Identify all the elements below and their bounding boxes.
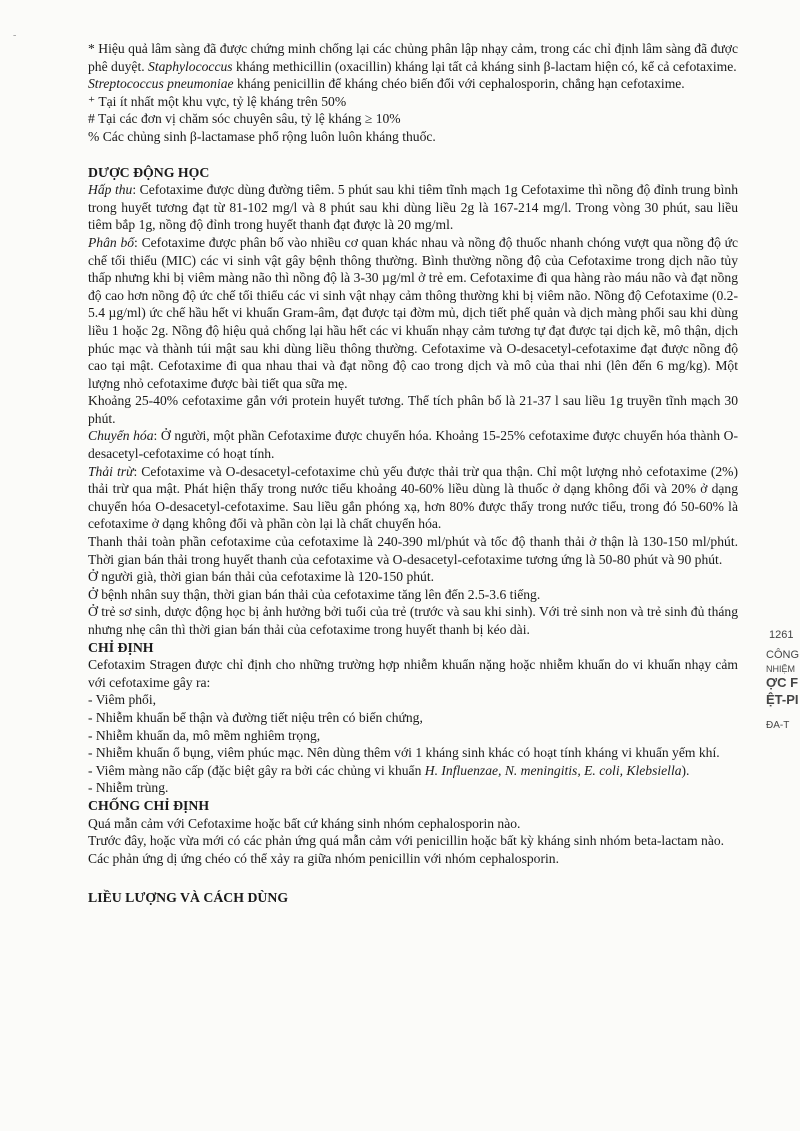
pk-distribution xyxy=(88,234,738,392)
list-item: - Nhiễm khuẩn da, mô mềm nghiêm trọng, xyxy=(88,727,321,743)
footnote-1: ⁺ Tại ít nhất một khu vực, tỷ lệ kháng trên 50% xyxy=(88,93,347,109)
list-item: - Nhiễm khuẩn ổ bụng, viêm phúc mạc. Nên dùng thêm với 1 kháng sinh khác có hoạt tính kháng vi khuẩn yếm khí. xyxy=(88,745,720,761)
stamp-line: ĐA-T xyxy=(766,720,790,731)
list-item: - Nhiễm khuẩn bể thận và đường tiết niệu trên có biến chứng, xyxy=(88,709,423,725)
section-heading-indications: CHỈ ĐỊNH xyxy=(88,639,154,655)
pk-metabolism xyxy=(88,427,738,462)
list-item: - Nhiễm trùng. xyxy=(88,780,169,796)
document-body xyxy=(88,40,738,907)
footnote-3: % Các chủng sinh β-lactamase phổ rộng luôn luôn kháng thuốc. xyxy=(88,128,436,144)
stamp-line: ỆT-PI xyxy=(766,692,799,707)
intro-paragraph xyxy=(88,40,738,75)
pk-absorption xyxy=(88,181,738,234)
stamp-line: ỢC F xyxy=(766,675,799,690)
indications-intro: Cefotaxim Stragen được chỉ định cho những trường hợp nhiễm khuẩn nặng hoặc nhiễm khuẩn do vi khuẩn nhạy cảm với cefotaxime gây ra: xyxy=(88,657,738,690)
company-stamp-fragment xyxy=(766,628,800,733)
meningitis-text: - Viêm màng não cấp (đặc biệt gây ra bởi các chủng vi khuẩn xyxy=(88,762,425,778)
intro-text: * Hiệu quả lâm sàng đã được chứng minh chống lại các chủng phân lập nhạy cảm, trong các chỉ định lâm sàng đã được phê duyệt. xyxy=(88,41,738,74)
intro-text-rest: kháng methicillin (oxacillin) kháng lại tất cả kháng sinh β-lactam hiện có, kể cả cefotaxime. xyxy=(232,58,737,74)
distribution-label: Phân bố xyxy=(88,234,135,250)
section-heading-dosage: LIỀU LƯỢNG VÀ CÁCH DÙNG xyxy=(88,890,289,906)
contraindication-2: Trước đây, hoặc vừa mới có các phản ứng quá mẫn cảm với penicillin hoặc bất kỳ kháng sinh nhóm beta-lactam nào. xyxy=(88,833,725,849)
list-item-meningitis xyxy=(88,762,738,780)
elimination-text: : Cefotaxime và O-desacetyl-cefotaxime chủ yếu được thải trừ qua thận. Chỉ một lượng nhỏ cefotaxime (2%) thải trừ qua mật. Phát hiện thấy trong nước tiểu khoảng 40-60% liều dùng là thuốc ở dạng không đổi và 20% ở dạng chuyển hóa O-desacetyl-cefotaxime. Sau liều gắn phóng xạ, hơn 80% được thấy trong nước tiểu, trong đó 50-60% là cefotaxime ở dạng không đổi và phần còn lại là chất chuyển hóa. xyxy=(88,463,738,532)
distribution-text: : Cefotaxime được phân bố vào nhiều cơ quan khác nhau và nồng độ thuốc nhanh chóng vượt qua nồng độ ức chế tối thiểu (MIC) các vi sinh vật gây bệnh thông thường. Bình thường nồng độ của Cefotaxime trong dịch não tủy thấp nhưng khi bị viêm màng não thì nồng độ là 3-30 µg/ml ở trẻ em. Cefotaxime đi qua hàng rào máu não và đạt nồng độ cao hơn nồng độ ức chế tối thiểu các vi sinh vật nhạy cảm thông thường khi bị viêm não. Nồng độ Cefotaxime (0.2-5.4 µg/ml) ức chế hầu hết vi khuẩn Gram-âm, đạt được tại đờm mủ, dịch tiết phế quản và dịch màng phổi sau khi dùng liều 1 hoặc 2g. Nồng độ hiệu quả chống lại hầu hết các vi khuẩn nhạy cảm tương tự đạt được tại dịch kẽ, mô thận, dịch phúc mạc và thành túi mật sau khi dùng liều thông thường. Cefotaxime và O-desacetyl-cefotaxime đạt được nồng độ cao tại mật. Cefotaxime đi qua nhau thai và đạt nồng độ cao trong dịch và mô của thai nhi (lên đến 6 mg/kg). Một lượng nhỏ cefotaxime được bài tiết qua sữa mẹ. xyxy=(88,234,739,391)
intro-organism-2: Streptococcus pneumoniae xyxy=(88,76,234,92)
intro-organism: Staphylococcus xyxy=(148,58,233,74)
stamp-line: 1261 xyxy=(769,629,794,641)
pk-neonates: Ở trẻ sơ sinh, dược động học bị ảnh hưởng bởi tuổi của trẻ (trước và sau khi sinh). Với trẻ sinh non và trẻ sinh đủ tháng nhưng nhẹ cân thì thời gian bán thải của cefotaxime trong huyết thanh bị kéo dài. xyxy=(88,604,738,637)
stamp-line: CÔNG xyxy=(766,649,799,661)
intro-paragraph-2 xyxy=(88,75,738,93)
absorption-text: : Cefotaxime được dùng đường tiêm. 5 phút sau khi tiêm tĩnh mạch 1g Cefotaxime thì nồng độ đỉnh trung bình trong huyết tương đạt từ 81-102 mg/l và 8 phút sau khi dùng liều 2g là 167-214 mg/l. Trong vòng 30 phút, sau liều tiêm bắp 1g, nồng độ đỉnh trong huyết thanh đạt được là 20 mg/ml. xyxy=(88,182,738,233)
meningitis-end: ). xyxy=(681,762,690,778)
contraindication-3: Các phản ứng dị ứng chéo có thể xảy ra giữa nhóm penicillin với nhóm cephalosporin. xyxy=(88,850,559,866)
absorption-label: Hấp thu xyxy=(88,182,133,198)
pk-elimination xyxy=(88,463,738,533)
pk-elderly: Ở người già, thời gian bán thải của cefotaxime là 120-150 phút. xyxy=(88,569,435,585)
stamp-line: NHIỆM xyxy=(766,664,795,674)
intro-text-2: kháng penicillin để kháng chéo biến đổi với cephalosporin, chẳng hạn cefotaxime. xyxy=(233,76,685,92)
pk-clearance: Thanh thải toàn phần cefotaxime của cefotaxime là 240-390 ml/phút và tốc độ thanh thải ở thận là 130-150 ml/phút. Thời gian bán thải trong huyết thanh của cefotaxime và O-desacetyl-cefotaxime tương ứng là 50-80 phút và 90 phút. xyxy=(88,534,738,567)
list-item: - Viêm phổi, xyxy=(88,692,157,708)
meningitis-organisms: H. Influenzae, N. meningitis, E. coli, Klebsiella xyxy=(424,762,682,778)
metabolism-label: Chuyển hóa xyxy=(88,428,154,444)
contraindication-1: Quá mẫn cảm với Cefotaxime hoặc bất cứ kháng sinh nhóm cephalosporin nào. xyxy=(88,815,521,831)
metabolism-text: : Ở người, một phần Cefotaxime được chuyển hóa. Khoảng 15-25% cefotaxime được chuyển hóa thành O-desacetyl-cefotaxime có hoạt tính. xyxy=(88,428,738,462)
footnote-2: # Tại các đơn vị chăm sóc chuyên sâu, tỷ lệ kháng ≥ 10% xyxy=(88,111,401,127)
elimination-label: Thải trừ xyxy=(88,463,134,479)
section-heading-contraindications: CHỐNG CHỈ ĐỊNH xyxy=(88,797,210,813)
section-heading-pharmacokinetics: DƯỢC ĐỘNG HỌC xyxy=(88,164,210,180)
pk-renal: Ở bệnh nhân suy thận, thời gian bán thải của cefotaxime tăng lên đến 2.5-3.6 tiếng. xyxy=(88,586,541,602)
corner-scan-mark: - xyxy=(13,30,17,41)
pk-protein-binding: Khoảng 25-40% cefotaxime gắn với protein huyết tương. Thể tích phân bố là 21-37 l sau liều 1g truyền tĩnh mạch 30 phút. xyxy=(88,393,738,426)
